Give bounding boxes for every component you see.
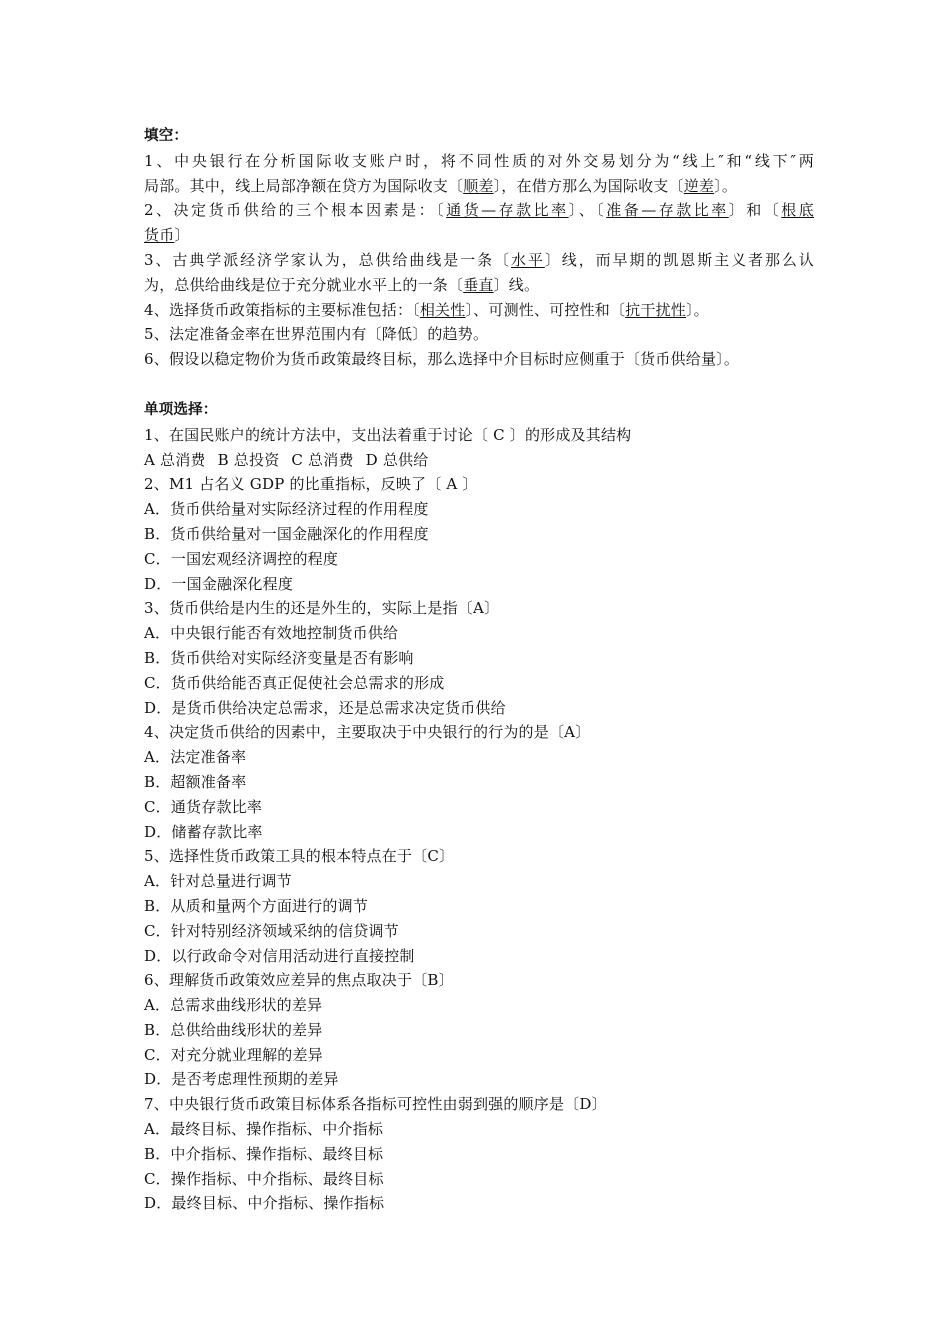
choice-q5-option-a: A．针对总量进行调节 [144, 872, 292, 891]
fill-q3-text-a: 3、古典学派经济学家认为，总供给曲线是一条〔 [144, 250, 511, 269]
fill-q1-answer-1: 顺差 [463, 176, 494, 195]
choice-q6-option-c: C．对充分就业理解的差异 [144, 1045, 323, 1064]
fill-q5-line: 5、法定准备金率在世界范围内有〔降低〕的趋势。 [144, 325, 489, 344]
choice-q3-option-b: B．货币供给对实际经济变量是否有影响 [144, 648, 414, 667]
choice-q5-stem: 5、选择性货币政策工具的根本特点在于〔C〕 [144, 847, 455, 866]
choice-q1-option-c: C 总消费 [291, 450, 354, 469]
choice-q4-stem: 4、决定货币供给的因素中，主要取决于中央银行的行为的是〔A〕 [144, 723, 591, 742]
fill-q4-text-c: 〕。 [685, 300, 709, 319]
fill-q2-answer-1: 通货—存款比率 [446, 201, 569, 220]
choice-q6-option-a: A．总需求曲线形状的差异 [144, 996, 323, 1015]
fill-q3-line2 [144, 273, 814, 298]
choice-q4-option-c: C．通货存款比率 [144, 797, 263, 816]
fill-q2-text-b: 〕、〔 [568, 201, 607, 220]
fill-q3-text-c: 为，总供给曲线是位于充分就业水平上的一条〔 [144, 275, 464, 294]
fill-q4-text-a: 4、选择货币政策指标的主要标准包括：〔 [144, 300, 420, 319]
fill-q2-line1 [144, 198, 814, 223]
choice-q5-option-b: B．从质和量两个方面进行的调节 [144, 896, 369, 915]
document-page [144, 124, 814, 1216]
choice-q2-option-c: C．一国宏观经济调控的程度 [144, 549, 339, 568]
choice-q4-option-d: D．储蓄存款比率 [144, 822, 263, 841]
fill-q2-answer-3b: 货币 [144, 226, 175, 245]
fill-q1-answer-2: 逆差 [683, 176, 715, 195]
choice-q6-option-b: B．总供给曲线形状的差异 [144, 1020, 323, 1039]
fill-q4-answer-2: 抗干扰性 [625, 300, 686, 319]
fill-q1-line1: 1、中央银行在分析国际收支账户时，将不同性质的对外交易划分为“线上″和“线下″两 [144, 151, 814, 170]
choice-q3-option-d: D．是货币供给决定总需求，还是总需求决定货币供给 [144, 698, 506, 717]
choice-q1-option-a: A 总消费 [144, 450, 206, 469]
choice-q2-option-d: D．一国金融深化程度 [144, 574, 294, 593]
choice-q6-option-d: D．是否考虑理性预期的差异 [144, 1070, 339, 1089]
choice-q2-option-a: A．货币供给量对实际经济过程的作用程度 [144, 500, 429, 519]
fill-q2-text-a: 2、决定货币供给的三个根本因素是：〔 [144, 201, 447, 220]
fill-q4-line [144, 298, 814, 323]
fill-q2-line2 [144, 223, 814, 248]
choice-q1-option-b: B 总投资 [217, 450, 280, 469]
fill-q1-line2 [144, 174, 814, 199]
fill-q3-answer-1: 水平 [511, 250, 545, 269]
choice-q3-stem: 3、货币供给是内生的还是外生的，实际上是指〔A〕 [144, 599, 500, 618]
fill-q2-text-d: 〕 [174, 226, 190, 245]
choice-q5-option-d: D．以行政命令对信用活动进行直接控制 [144, 946, 415, 965]
fill-q2-text-c: 〕和〔 [728, 201, 782, 220]
fill-q2-answer-2: 准备—存款比率 [606, 201, 729, 220]
choice-q7-stem: 7、中央银行货币政策目标体系各指标可控性由弱到强的顺序是〔D〕 [144, 1095, 607, 1114]
fill-q2-answer-3a: 根底 [781, 201, 815, 220]
choice-q3-option-a: A．中央银行能否有效地控制货币供给 [144, 624, 399, 643]
choice-section-heading: 单项选择： [144, 401, 218, 418]
choice-q3-option-c: C．货币供给能否真正促使社会总需求的形成 [144, 673, 445, 692]
choice-q6-stem: 6、理解货币政策效应差异的焦点取决于〔B〕 [144, 971, 454, 990]
choice-q7-option-a: A．最终目标、操作指标、中介指标 [144, 1120, 384, 1139]
choice-q4-option-b: B．超额准备率 [144, 772, 247, 791]
fill-q3-answer-2: 垂直 [463, 275, 494, 294]
fill-q3-line1 [144, 248, 814, 273]
fill-q6-line: 6、假设以稳定物价为货币政策最终目标，那么选择中介目标时应侧重于〔货币供给量〕。 [144, 350, 740, 369]
choice-q7-option-d: D．最终目标、中介指标、操作指标 [144, 1194, 385, 1213]
fill-section-heading: 填空： [144, 128, 189, 144]
fill-q4-text-b: 〕、可测性、可控性和〔 [465, 300, 626, 319]
choice-q2-option-b: B．货币供给量对一国金融深化的作用程度 [144, 524, 429, 543]
choice-q1-option-d: D 总供给 [365, 450, 429, 469]
choice-q2-stem: 2、M1 占名义 GDP 的比重指标，反映了〔 A 〕 [144, 475, 478, 494]
choice-q7-option-c: C．操作指标、中介指标、最终目标 [144, 1169, 384, 1188]
choice-q1-stem: 1、在国民账户的统计方法中，支出法着重于讨论〔 C 〕的形成及其结构 [144, 425, 632, 444]
fill-q1-text-a: 局部。其中，线上局部净额在贷方为国际收支〔 [144, 176, 464, 195]
choice-q5-option-c: C．针对特别经济领域采纳的信贷调节 [144, 921, 399, 940]
fill-q1-text-c: 〕。 [714, 176, 738, 195]
fill-q3-text-d: 〕线。 [493, 275, 540, 294]
choice-q4-option-a: A．法定准备率 [144, 748, 247, 767]
fill-q3-text-b: 〕线，而早期的凯恩斯主义者那么认 [544, 250, 814, 269]
section-spacer [144, 372, 814, 398]
fill-q1-text-b: 〕，在借方那么为国际收支〔 [493, 176, 684, 195]
fill-q4-answer-1: 相关性 [419, 300, 466, 319]
choice-q1-options [144, 448, 814, 473]
choice-q7-option-b: B．中介指标、操作指标、最终目标 [144, 1144, 384, 1163]
